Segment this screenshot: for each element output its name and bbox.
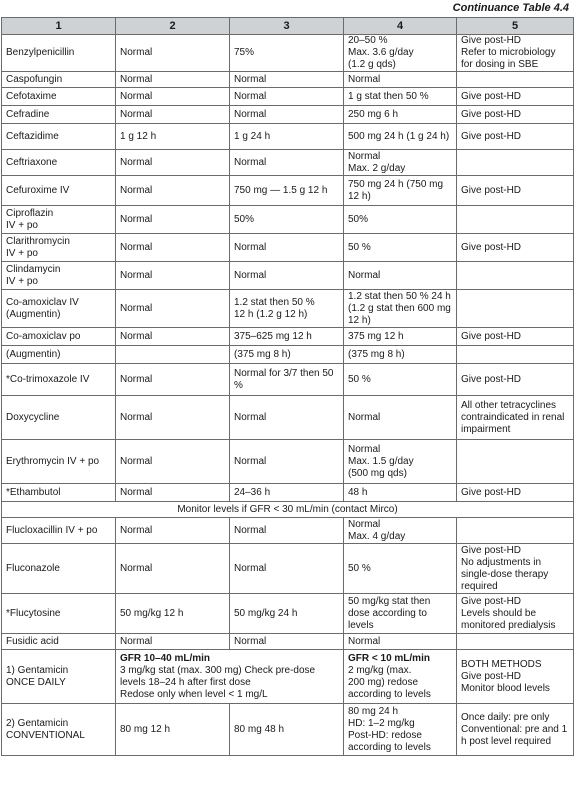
dose-cell: Normal [116,440,230,484]
drug-cell: Cefotaxime [2,88,116,106]
comment-cell [457,72,574,88]
dose-cell: Normal [116,328,230,346]
dose-cell: Normal [116,396,230,440]
table-caption: Continuance Table 4.4 [452,2,569,14]
comment-cell: Give post-HD [457,484,574,502]
comment-cell: BOTH METHODS Give post-HD Monitor blood levels [457,650,574,704]
table-row [2,364,574,396]
table-row [2,704,574,756]
dose-cell: 48 h [344,484,457,502]
table-row [2,440,574,484]
dose-cell: (375 mg 8 h) [344,346,457,364]
dose-cell: Normal [116,518,230,544]
table-row [2,396,574,440]
comment-cell: Give post-HD [457,106,574,124]
table-row [2,346,574,364]
dose-cell: Normal [116,88,230,106]
drug-cell: Co-amoxiclav IV (Augmentin) [2,290,116,328]
dose-cell: 250 mg 6 h [344,106,457,124]
comment-cell: Give post-HD [457,328,574,346]
drug-cell: *Ethambutol [2,484,116,502]
comment-cell [457,440,574,484]
dose-cell: Normal [116,634,230,650]
comment-cell: Give post-HD Refer to microbiology for dosing in SBE [457,35,574,72]
drug-cell: Clindamycin IV + po [2,262,116,290]
dose-cell: Normal [116,176,230,206]
dose-cell: Normal Max. 2 g/day [344,150,457,176]
dose-cell [116,346,230,364]
table-row [2,35,574,72]
dose-cell: 1 g 12 h [116,124,230,150]
drug-cell: Fusidic acid [2,634,116,650]
column-header: 1 [2,18,116,35]
dose-cell: Normal [344,396,457,440]
table-row [2,484,574,502]
dose-cell: 50 mg/kg 24 h [230,594,344,634]
table-row [2,634,574,650]
dose-cell: 750 mg 24 h (750 mg 12 h) [344,176,457,206]
gfr-10-40-heading: GFR 10–40 mL/min [120,652,211,664]
comment-cell: Give post-HD [457,364,574,396]
dose-cell: 80 mg 12 h [116,704,230,756]
dose-cell: Normal Max. 1.5 g/day (500 mg qds) [344,440,457,484]
table-row [2,328,574,346]
dose-cell: 50 mg/kg 12 h [116,594,230,634]
comment-cell [457,518,574,544]
gfr-10-40-cell [116,650,344,704]
drug-cell: Erythromycin IV + po [2,440,116,484]
dose-cell: 50% [230,206,344,234]
column-header: 2 [116,18,230,35]
drug-cell: (Augmentin) [2,346,116,364]
table-row [2,544,574,594]
drug-cell: *Flucytosine [2,594,116,634]
comment-cell [457,634,574,650]
table-row [2,650,574,704]
dose-cell: Normal Max. 4 g/day [344,518,457,544]
gfr-10-40-dose: 3 mg/kg stat (max. 300 mg) Check pre-dose levels 18–24 h after first dose Redose only when level < 1 mg/L [120,664,316,700]
dose-cell: Normal [116,72,230,88]
dose-cell: 750 mg — 1.5 g 12 h [230,176,344,206]
drug-cell: Ceftriaxone [2,150,116,176]
gfr-under-10-heading: GFR < 10 mL/min [348,652,430,664]
drug-cell: Cefuroxime IV [2,176,116,206]
table-row [2,150,574,176]
table-row [2,124,574,150]
dose-cell: 375–625 mg 12 h [230,328,344,346]
dose-cell: Normal [116,35,230,72]
dose-cell: Normal [230,150,344,176]
table-row [2,290,574,328]
table-row [2,594,574,634]
dose-cell: Normal [230,396,344,440]
column-header: 5 [457,18,574,35]
comment-cell: Give post-HD Levels should be monitored predialysis [457,594,574,634]
dose-cell: Normal [116,106,230,124]
comment-cell: Give post-HD No adjustments in single-dose therapy required [457,544,574,594]
dose-cell: Normal [116,206,230,234]
comment-cell: Give post-HD [457,176,574,206]
drug-cell: 1) Gentamicin ONCE DAILY [2,650,116,704]
gfr-under-10-cell [344,650,457,704]
dose-cell: Normal [116,364,230,396]
comment-cell [457,150,574,176]
table-row [2,262,574,290]
column-header: 3 [230,18,344,35]
note-row [2,502,574,518]
dose-cell: 20–50 % Max. 3.6 g/day (1.2 g qds) [344,35,457,72]
comment-cell [457,346,574,364]
table-row [2,518,574,544]
dose-cell: Normal [230,544,344,594]
table-row [2,72,574,88]
dose-cell: (375 mg 8 h) [230,346,344,364]
dose-cell: Normal [230,518,344,544]
comment-cell: Give post-HD [457,234,574,262]
dose-cell: 1.2 stat then 50 % 24 h (1.2 g stat then 600 mg 12 h) [344,290,457,328]
dose-cell: 1 g stat then 50 % [344,88,457,106]
drug-cell: Clarithromycin IV + po [2,234,116,262]
dose-cell: Normal [116,262,230,290]
table-row [2,176,574,206]
dose-cell: Normal [116,484,230,502]
comment-cell [457,290,574,328]
dose-cell: 50 mg/kg stat then dose according to levels [344,594,457,634]
drug-cell: Fluconazole [2,544,116,594]
comment-cell: Give post-HD [457,124,574,150]
dose-cell: Normal [344,262,457,290]
drug-cell: Cefradine [2,106,116,124]
comment-cell: All other tetracyclines contraindicated in renal impairment [457,396,574,440]
dose-cell: 24–36 h [230,484,344,502]
drug-cell: Co-amoxiclav po [2,328,116,346]
drug-cell: 2) Gentamicin CONVENTIONAL [2,704,116,756]
dose-cell: 50% [344,206,457,234]
drug-cell: Benzylpenicillin [2,35,116,72]
drug-cell: Ceftazidime [2,124,116,150]
dose-cell: 50 % [344,544,457,594]
dose-cell: Normal [116,544,230,594]
dose-cell: Normal [230,634,344,650]
dosing-table [1,17,574,756]
dose-cell: 50 % [344,234,457,262]
dose-cell: Normal [344,72,457,88]
table-row [2,88,574,106]
drug-cell: Doxycycline [2,396,116,440]
dose-cell: Normal [116,234,230,262]
dose-cell: 375 mg 12 h [344,328,457,346]
dose-cell: 500 mg 24 h (1 g 24 h) [344,124,457,150]
table-row [2,206,574,234]
dose-cell: 80 mg 48 h [230,704,344,756]
comment-cell: Once daily: pre only Conventional: pre and 1 h post level required [457,704,574,756]
drug-cell: Caspofungin [2,72,116,88]
dose-cell: 50 % [344,364,457,396]
monitor-note: Monitor levels if GFR < 30 mL/min (contact Mirco) [2,502,574,518]
dose-cell: 1.2 stat then 50 % 12 h (1.2 g 12 h) [230,290,344,328]
column-header: 4 [344,18,457,35]
dose-cell: Normal [230,234,344,262]
dose-cell: 75% [230,35,344,72]
comment-cell [457,206,574,234]
dose-cell: Normal [230,88,344,106]
dose-cell: Normal [230,262,344,290]
table-row [2,106,574,124]
dose-cell: 1 g 24 h [230,124,344,150]
dose-cell: Normal [116,150,230,176]
gfr-under-10-dose: 2 mg/kg (max. 200 mg) redose according to levels [348,664,431,700]
dose-cell: Normal [230,72,344,88]
dose-cell: 80 mg 24 h HD: 1–2 mg/kg Post-HD: redose according to levels [344,704,457,756]
dose-cell: Normal [230,106,344,124]
table-row [2,234,574,262]
dose-cell: Normal [230,440,344,484]
drug-cell: *Co-trimoxazole IV [2,364,116,396]
drug-cell: Ciproflazin IV + po [2,206,116,234]
dose-cell: Normal for 3/7 then 50 % [230,364,344,396]
dose-cell: Normal [344,634,457,650]
comment-cell [457,262,574,290]
drug-cell: Flucloxacillin IV + po [2,518,116,544]
comment-cell: Give post-HD [457,88,574,106]
dose-cell: Normal [116,290,230,328]
header-row [2,18,574,35]
